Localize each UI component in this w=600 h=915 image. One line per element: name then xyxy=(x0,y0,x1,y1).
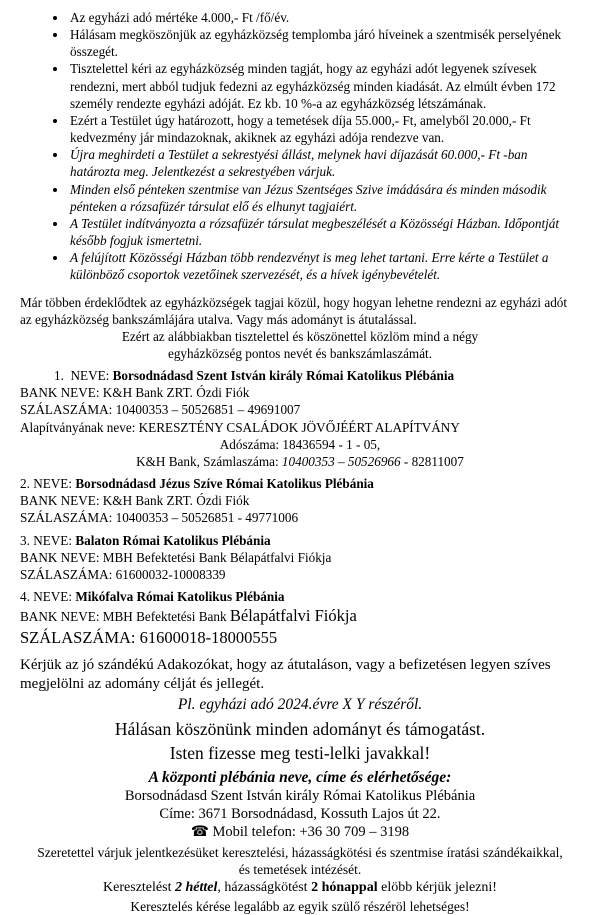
parish-detail-line: SZÁLASZÁMA: 61600032-10008339 xyxy=(20,566,226,582)
parish-entry xyxy=(20,475,580,526)
bullet-item: • Az egyházi adó mértéke 4.000,- Ft /fő/év. xyxy=(68,9,580,26)
parish-detail-line: BANK NEVE: K&H Bank ZRT. Ózdi Fiók xyxy=(20,493,250,509)
parish-entry-heading: 1. NEVE: Borsodnádasd Szent István király Római Katolikus Plébánia xyxy=(54,368,455,384)
phone-number-text: Mobil telefon: +36 30 709 – 3198 xyxy=(212,824,410,841)
parish-list xyxy=(20,367,580,648)
central-parish-phone xyxy=(20,824,580,842)
donation-request-paragraph: Kérjük az jó szándékú Adakozókat, hogy az átutaláson, vagy a befizetésen legyen szíves megjelölni az adomány célját és jellegét. xyxy=(20,657,551,693)
thanks-line-1: Hálásan köszönünk minden adományt és támogatást. xyxy=(114,718,486,739)
telephone-icon: ☎ xyxy=(190,824,209,841)
parish-detail-line: BANK NEVE: MBH Befektetési Bank Bélapátfalvi Fiókja xyxy=(20,606,357,626)
welcome-line-1: Szeretettel várjuk jelentkezésüket keresztelési, házasságkötési és szentmise íratási szándékaikkal, xyxy=(37,845,563,861)
central-parish-address: Címe: 3671 Borsodnádasd, Kossuth Lajos út 22. xyxy=(159,806,441,823)
parish-entry xyxy=(20,367,580,470)
welcome-line-2: és temetések intézését. xyxy=(238,862,362,878)
bullet-item: • Hálásam megköszönjük az egyházközség templomba járó híveinek a szentmisék perselyének összegét. xyxy=(68,26,580,60)
parish-entry-heading: 4. NEVE: Mikófalva Római Katolikus Plébánia xyxy=(20,589,285,604)
baptism-final-line: Keresztelés kérése legalább az egyik szülő részéröl lehetséges! xyxy=(130,898,470,914)
parish-detail-line: BANK NEVE: K&H Bank ZRT. Ózdi Fiók xyxy=(20,385,250,401)
parish-detail-line: SZÁLASZÁMA: 61600018-18000555 xyxy=(20,627,278,647)
parish-entry-heading: 2. NEVE: Borsodnádasd Jézus Szíve Római Katolikus Plébánia xyxy=(20,476,374,492)
parish-entry xyxy=(20,532,580,583)
parish-detail-line: BANK NEVE: MBH Befektetési Bank Bélapátfalvi Fiókja xyxy=(20,549,332,565)
intro-paragraph: Már többen érdeklődtek az egyházközségek tagjai közül, hogy hogyan lehetne rendezni az egyházi adót az egyházközség bankszámlájára utalva. Vagy más adományt is átutalással. xyxy=(20,294,568,327)
bullet-item: • A felújított Közösségi Házban több rendezvényt is meg lehet tartani. Erre kérte a Testület a különböző csoportok vezetőinek szervezését, és a hívek igénybevételét. xyxy=(68,249,580,283)
central-parish-name: Borsodnádasd Szent István király Római Katolikus Plébánia xyxy=(124,788,476,805)
parish-detail-line: SZÁLASZÁMA: 10400353 – 50526851 - 49771006 xyxy=(20,510,299,526)
bullet-item: • Újra meghirdeti a Testület a sekrestyési állást, melynek havi díjazását 60.000,- Ft -ban határozta meg. Jelentkezést a sekrestyében várjuk. xyxy=(68,146,580,180)
parish-entry-heading: 3. NEVE: Balaton Római Katolikus Plébánia xyxy=(20,532,271,548)
deadline-notice-line: Keresztelést 2 héttel, házasságkötést 2 hónappal elöbb kérjük jelezni! xyxy=(103,880,497,896)
donation-example-line: Pl. egyházi adó 2024.évre X Y részéről. xyxy=(177,696,423,714)
intro-centered-line-1: Ezért az alábbiakban tisztelettel és köszönettel közlöm mind a négy xyxy=(121,328,479,344)
bullet-item: • A Testület indítványozta a rózsafüzér társulat megbeszélését a Közösségi Házban. Időpontját később fogjuk ismertetni. xyxy=(68,215,580,249)
parish-name: Balaton Római Katolikus Plébánia xyxy=(75,532,271,548)
parish-detail-line: Alapítványának neve: KERESZTÉNY CSALÁDOK JÖVŐJÉÉRT ALAPÍTVÁNY xyxy=(20,419,460,435)
thanks-line-2: Isten fizesse meg testi-lelki javakkal! xyxy=(169,743,431,764)
parish-detail-line: SZÁLASZÁMA: 10400353 – 50526851 – 49691007 xyxy=(20,402,301,418)
bullet-item: • Tisztelettel kéri az egyházközség minden tagját, hogy az egyházi adót legyenek szívesek rendezni, mert abból tudjuk fedezni az egyházközség minden kiadását. Az elmúlt évben 172 személy rendezte egyházi adóját. Ez kb. 10 %-a az egyházközség létszámának. xyxy=(68,60,580,111)
bullet-item: • Minden első pénteken szentmise van Jézus Szentséges Szive imádására és minden második pénteken a rózsafüzér társulat elő és elhunyt tagjaiért. xyxy=(68,181,580,215)
intro-centered-line-2: egyházközség pontos nevét és bankszámlaszámát. xyxy=(167,345,433,361)
parish-name: Borsodnádasd Jézus Szíve Római Katolikus Plébánia xyxy=(75,476,374,492)
parish-detail-line: Adószáma: 18436594 - 1 - 05, xyxy=(219,436,381,452)
bullet-list xyxy=(20,9,580,284)
parish-detail-line: K&H Bank, Számlaszáma: 10400353 – 50526966 - 82811007 xyxy=(136,453,464,469)
parish-name: Borsodnádasd Szent István király Római Katolikus Plébánia xyxy=(112,368,455,384)
bullet-item: • Ezért a Testület úgy határozott, hogy a temetések díja 55.000,- Ft, amelyből 20.000,- Ft kedvezmény jár mindazoknak, akiknek az egyházi adója rendezve van. xyxy=(68,112,580,146)
central-parish-heading: A központi plébánia neve, címe és elérhetősége: xyxy=(148,769,452,787)
parish-entry xyxy=(20,588,580,648)
parish-name: Mikófalva Római Katolikus Plébánia xyxy=(75,589,285,604)
